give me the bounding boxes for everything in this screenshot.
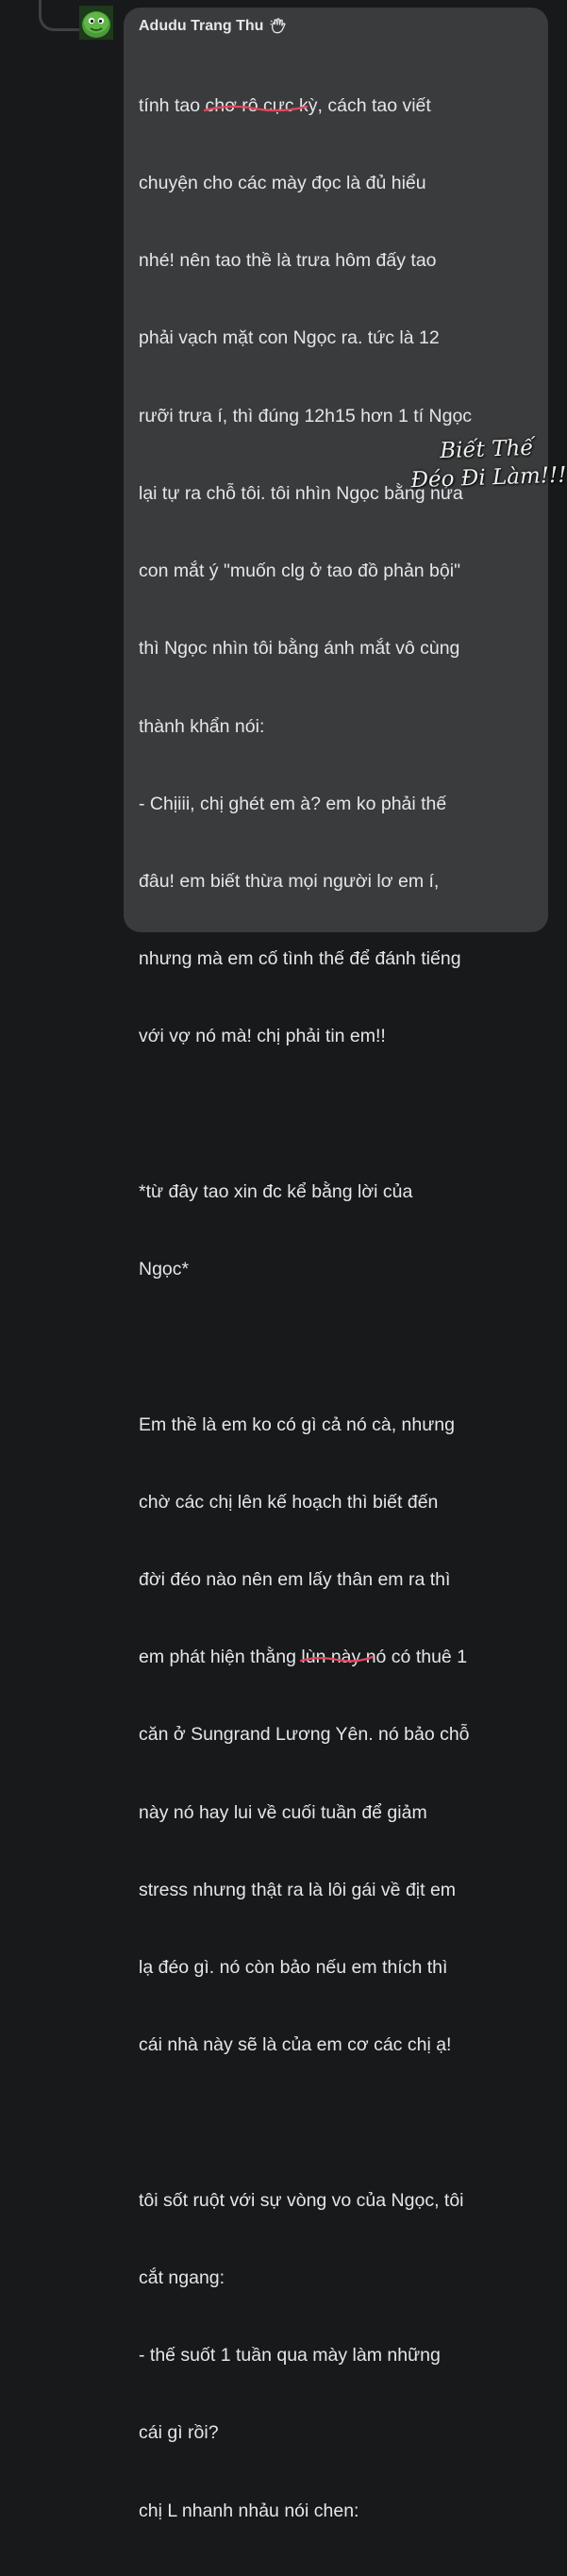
text-line: cái gì rồi? bbox=[139, 2422, 219, 2444]
text-line: nhưng mà em cố tình thế để đánh tiếng bbox=[139, 948, 461, 970]
text-line: rưỡi trưa í, thì đúng 12h15 hơn 1 tí Ngọc bbox=[139, 405, 473, 427]
text-line: cắt ngang: bbox=[139, 2267, 225, 2288]
watermark bbox=[376, 433, 567, 496]
text-line: tính tao chơ rô cực kỳ, cách tao viết bbox=[139, 93, 544, 119]
text-line: phải vạch mặt con Ngọc ra. tức là 12 bbox=[139, 327, 440, 349]
text-line: chuyện cho các mày đọc là đủ hiểu bbox=[139, 173, 426, 194]
author-name[interactable]: Adudu Trang Thu bbox=[139, 18, 264, 34]
text-line: stress nhưng thật ra là lôi gái về địt em bbox=[139, 1879, 457, 1900]
text-line: con mắt ý "muốn clg ở tao đồ phản bội" bbox=[139, 560, 460, 582]
text-line: Em thề là em ko có gì cả nó cà, nhưng bbox=[139, 1413, 455, 1435]
paragraph-2 bbox=[139, 1128, 544, 1334]
avatar[interactable] bbox=[79, 6, 113, 40]
text-line: thành khẩn nói: bbox=[139, 715, 265, 737]
text-line: lại tự ra chỗ tôi. tôi nhìn Ngọc bằng nửa bbox=[139, 482, 463, 504]
text-line: *từ đây tao xin đc kể bằng lời của bbox=[139, 1180, 413, 1202]
reply-thread-connector bbox=[39, 0, 79, 31]
text-line: - thế suốt 1 tuần qua mày làm những bbox=[139, 2345, 441, 2367]
text-line: Ngọc* bbox=[139, 1259, 190, 1280]
text-line: lạ đéo gì. nó còn bảo nếu em thích thì bbox=[139, 1957, 448, 1979]
paragraph-1 bbox=[139, 42, 544, 1102]
text-line: chờ các chị lên kế hoạch thì biết đến bbox=[139, 1491, 439, 1513]
text-line: tôi sốt ruột với sự vòng vo của Ngọc, tôi bbox=[139, 2189, 464, 2211]
text-line: - Chịiii, chị ghét em à? em ko phải thế bbox=[139, 793, 447, 814]
text-line: đâu! em biết thừa mọi người lơ em í, bbox=[139, 871, 440, 892]
watermark-line-1: Biết Thế bbox=[439, 435, 534, 464]
text-line: này nó hay lui về cuối tuần để giảm bbox=[139, 1801, 427, 1823]
text-line: nhé! nên tao thề là trưa hôm đấy tao bbox=[139, 250, 437, 272]
avatar-face-icon bbox=[79, 6, 113, 40]
watermark-line-2: Đéo Đi Làm!!! bbox=[410, 462, 567, 493]
text-line: căn ở Sungrand Lương Yên. nó bảo chỗ bbox=[139, 1724, 470, 1746]
top-fan-badge-icon[interactable] bbox=[269, 17, 288, 36]
text-line: em phát hiện thằng lùn này nó có thuê 1 bbox=[139, 1645, 544, 1670]
paragraph-3 bbox=[139, 1361, 544, 2111]
strike-word: lùn này bbox=[301, 1647, 361, 1668]
text-line: thì Ngọc nhìn tôi bằng ánh mắt vô cùng bbox=[139, 638, 460, 660]
paragraph-4 bbox=[139, 2136, 544, 2576]
text-line: chị L nhanh nhảu nói chen: bbox=[139, 2500, 359, 2521]
strikethrough-text bbox=[205, 93, 293, 119]
comment-text bbox=[139, 42, 544, 2576]
text-line: cái nhà này sẽ là của em cơ các chị ạ! bbox=[139, 2034, 452, 2056]
text-line: với vợ nó mà! chị phải tin em!! bbox=[139, 1026, 386, 1047]
strike-word: chơ rô cực bbox=[205, 94, 294, 116]
strikethrough-text bbox=[301, 1645, 360, 1670]
text-line: đời đéo nào nên em lấy thân em ra thì bbox=[139, 1568, 451, 1590]
comment-header bbox=[139, 17, 288, 36]
